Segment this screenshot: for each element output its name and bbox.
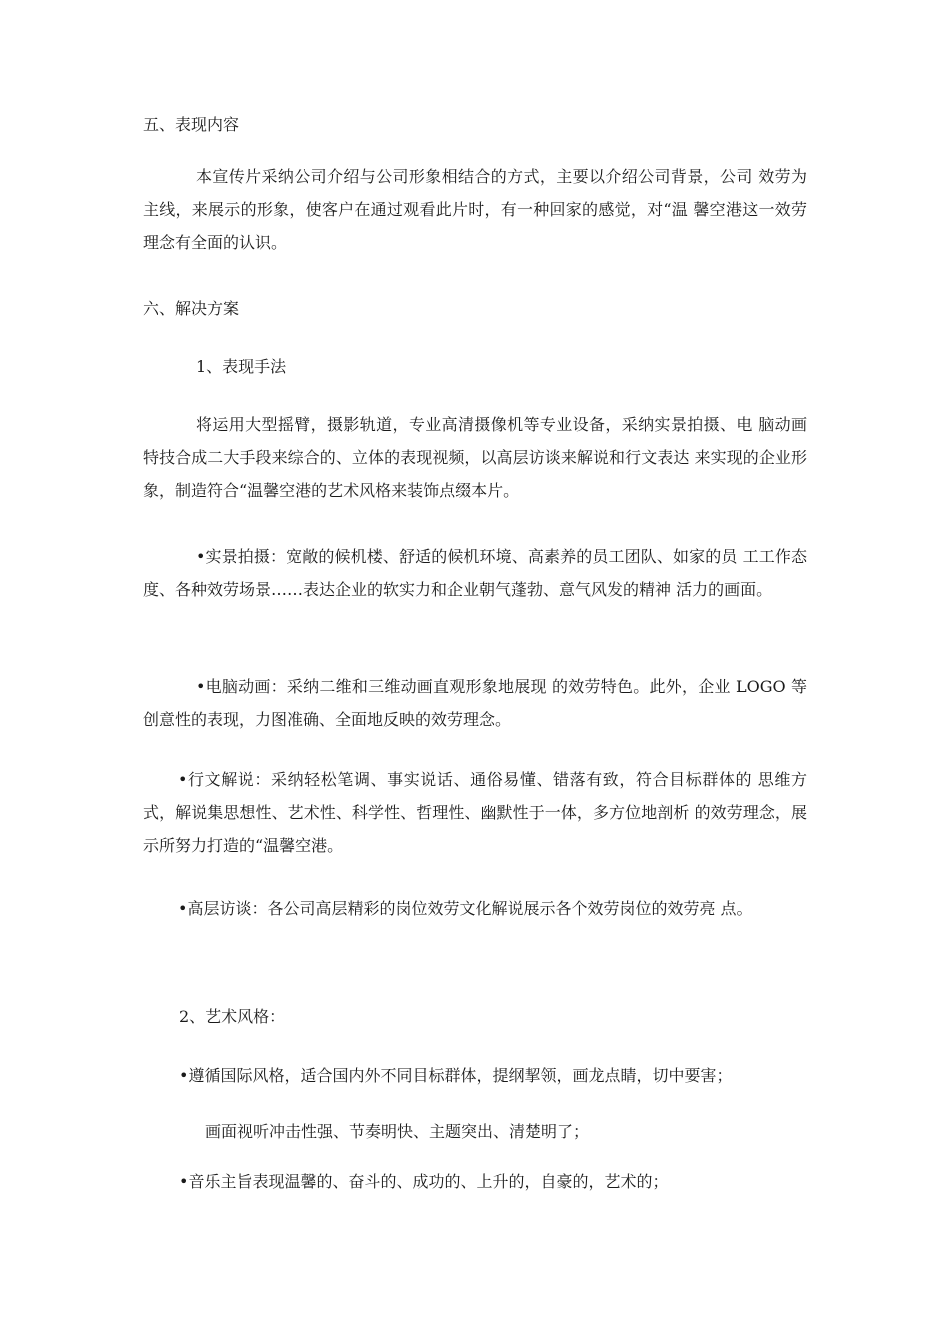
style-item-international: •遵循国际风格，适合国内外不同目标群体，提纲挈领，画龙点睛，切中要害； [179, 1066, 733, 1085]
bullet-executive-interview: •高层访谈：各公司高层精彩的岗位效劳文化解说展示各个效劳岗位的效劳亮 点。 [178, 899, 753, 918]
section-5-paragraph: 本宣传片采纳公司介绍与公司形象相结合的方式，主要以介绍公司背景，公司 效劳为主线，来展示的形象，使客户在通过观看此片时，有一种回家的感觉，对“温 馨空港这一效劳理念有全面的认识。 [143, 167, 807, 252]
style-item-music: •音乐主旨表现温馨的、奋斗的、成功的、上升的，自豪的，艺术的； [179, 1172, 669, 1191]
style-item-visual: 画面视听冲击性强、节奏明快、主题突出、清楚明了； [205, 1122, 590, 1141]
bullet-live-shooting: •实景拍摄：宽敞的候机楼、舒适的候机环境、高素养的员工团队、如家的员 工工作态度、各种效劳场景……表达企业的软实力和企业朝气蓬勃、意气风发的精神 活力的画面。 [143, 547, 807, 599]
bullet-narration: •行文解说：采纳轻松笔调、事实说话、通俗易懂、错落有致，符合目标群体的 思维方式，解说集思想性、艺术性、科学性、哲理性、幽默性于一体，多方位地剖析 的效劳理念，展示所努力打造的“温馨空港。 [143, 770, 807, 855]
section-heading-6: 六、解决方案 [143, 299, 240, 318]
bullet-computer-animation: •电脑动画：采纳二维和三维动画直观形象地展现 的效劳特色。此外，企业 LOGO 等创意性的表现，力图准确、全面地反映的效劳理念。 [143, 677, 807, 729]
subsection-heading-1: 1、表现手法 [196, 357, 287, 376]
section-heading-5: 五、表现内容 [143, 115, 240, 134]
subsection-heading-2: 2、艺术风格： [179, 1007, 286, 1026]
subsection-1-paragraph: 将运用大型摇臂，摄影轨道，专业高清摄像机等专业设备，采纳实景拍摄、电 脑动画特技合成二大手段来综合的、立体的表现视频，以高层访谈来解说和行文表达 来实现的企业形象，制造符合“温馨空港的艺术风格来装饰点缀本片。 [143, 415, 807, 500]
